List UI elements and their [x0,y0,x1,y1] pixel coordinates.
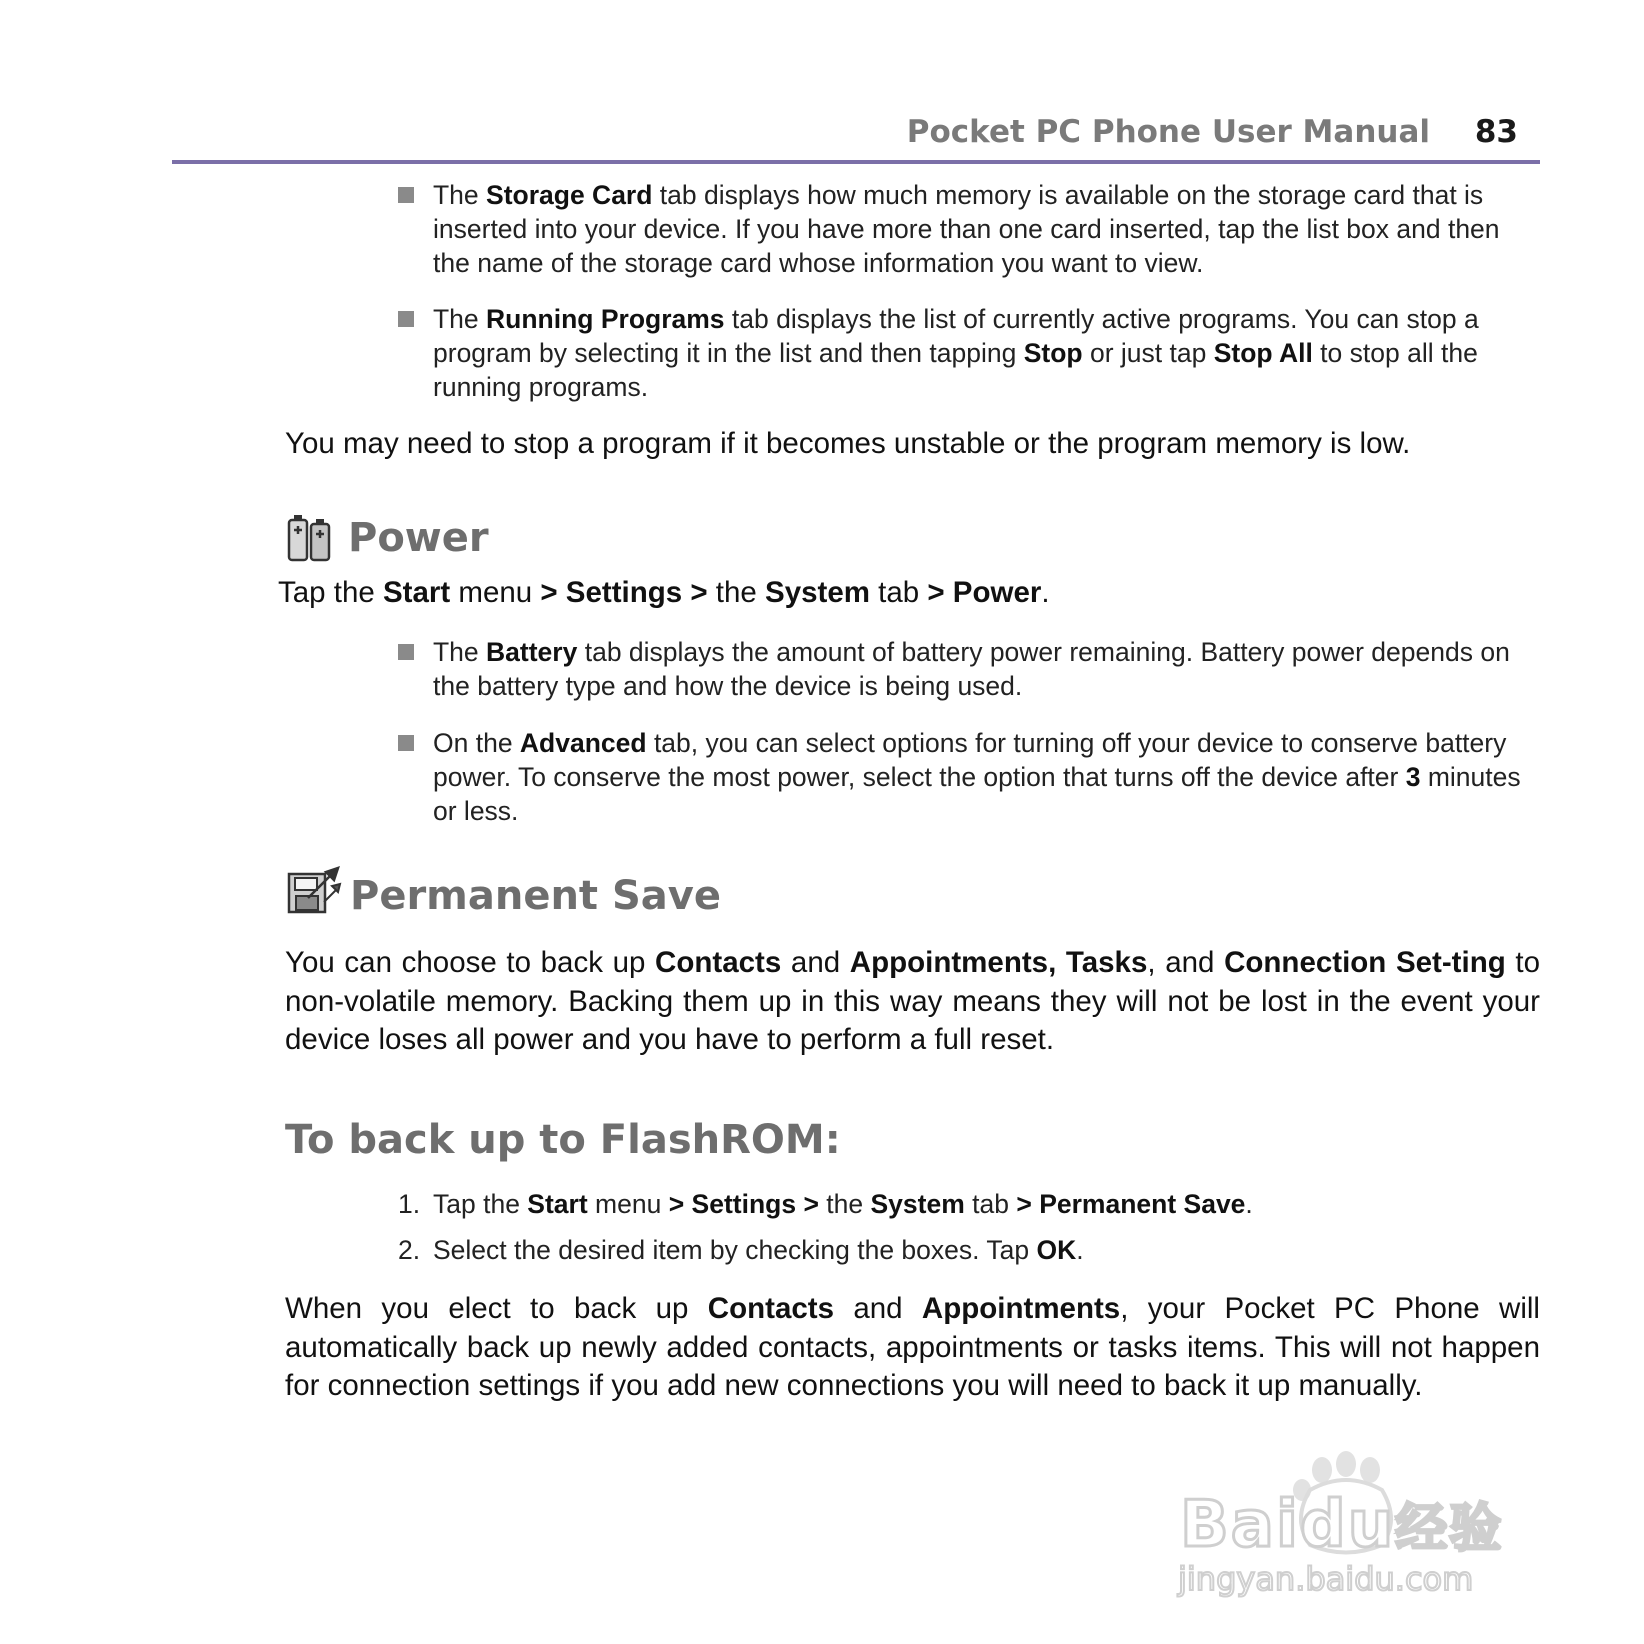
bullet-square [398,311,414,327]
stop-note: You may need to stop a program if it becomes unstable or the program memory is low. [285,427,1411,460]
list-item-step-2: 2. Select the desired item by checking the boxes. Tap OK. [398,1235,1084,1265]
list-item-storage-card: The Storage Card tab displays how much memory is available on the storage card that is inserted into your device. If you have more than one card inserted, tap the list box and then the name of the storage card whose information you want to view. [400,178,1540,280]
power-path: Tap the Start menu > Settings > the System tab > Power. [278,576,1050,609]
list-item-advanced: On the Advanced tab, you can select options for turning off your device to conserve battery power. To conserve the most power, select the option that turns off the device after 3 minutes or less. [400,726,1540,828]
page-header [172,108,1540,164]
page-number: 83 [1474,114,1518,150]
bullet-square [398,735,414,751]
section-title-permanent-save: Permanent Save [350,873,721,919]
list-item-running-programs: The Running Programs tab displays the list of currently active programs. You can stop a program by selecting it in the list and then tapping Stop or just tap Stop All to stop all the running programs. [400,302,1540,404]
permanent-save-intro: You can choose to back up Contacts and Appointments, Tasks, and Connection Set-ting to non-volatile memory. Backing them up in this way means they will not be lost in the event your device loses all power and you have to perform a full reset. [285,946,1540,1056]
bullet-square [398,187,414,203]
section-title-power: Power [348,515,489,561]
flashrom-closing: When you elect to back up Contacts and Appointments, your Pocket PC Phone will automatically back up newly added contacts, appointments or tasks items. This will not happen for connection settings if you add new connections you will need to back it up manually. [285,1292,1540,1402]
manual-title: Pocket PC Phone User Manual [906,114,1430,150]
bullet-square [398,644,414,660]
baidu-watermark: Baidu经验 jingyan.baidu.com [1170,1450,1550,1600]
battery-icon [286,512,336,564]
list-item-step-1: 1. Tap the Start menu > Settings > the System tab > Permanent Save. [398,1189,1253,1219]
save-arrow-icon [286,862,342,918]
list-item-battery: The Battery tab displays the amount of battery power remaining. Battery power depends on the battery type and how the device is being used. [400,635,1540,703]
section-title-flashrom: To back up to FlashROM: [285,1117,841,1163]
